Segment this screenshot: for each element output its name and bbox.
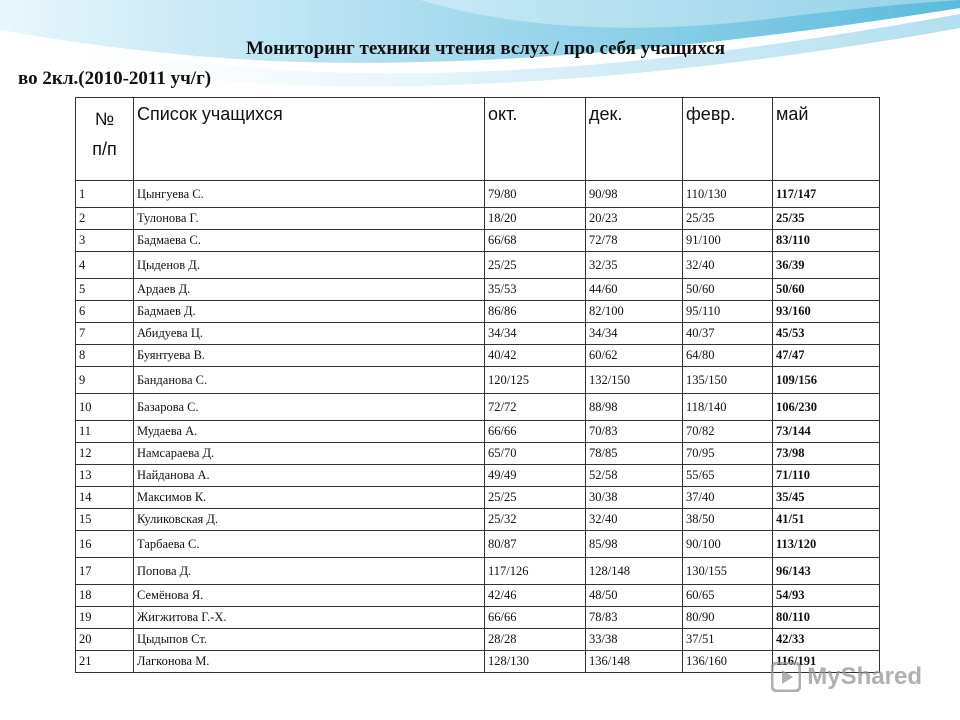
cell-december: 60/62 xyxy=(586,345,683,367)
cell-february: 95/110 xyxy=(683,301,773,323)
cell-february: 118/140 xyxy=(683,394,773,421)
cell-may: 73/144 xyxy=(773,421,880,443)
cell-student-name: Ардаев Д. xyxy=(134,279,485,301)
cell-may: 109/156 xyxy=(773,367,880,394)
cell-may: 41/51 xyxy=(773,509,880,531)
table-row xyxy=(76,509,880,531)
cell-number: 21 xyxy=(76,651,134,673)
table-row xyxy=(76,465,880,487)
cell-february: 55/65 xyxy=(683,465,773,487)
cell-number: 7 xyxy=(76,323,134,345)
table-row xyxy=(76,394,880,421)
table-row xyxy=(76,367,880,394)
cell-december: 72/78 xyxy=(586,230,683,252)
table-row xyxy=(76,181,880,208)
cell-may: 36/39 xyxy=(773,252,880,279)
watermark-text: MyShared xyxy=(807,663,922,690)
cell-october: 25/25 xyxy=(485,252,586,279)
cell-february: 37/40 xyxy=(683,487,773,509)
cell-february: 64/80 xyxy=(683,345,773,367)
cell-february: 110/130 xyxy=(683,181,773,208)
cell-october: 117/126 xyxy=(485,558,586,585)
cell-december: 48/50 xyxy=(586,585,683,607)
cell-february: 130/155 xyxy=(683,558,773,585)
cell-student-name: Бадмаев Д. xyxy=(134,301,485,323)
cell-student-name: Намсараева Д. xyxy=(134,443,485,465)
cell-student-name: Максимов К. xyxy=(134,487,485,509)
cell-number: 6 xyxy=(76,301,134,323)
cell-number: 13 xyxy=(76,465,134,487)
cell-student-name: Жигжитова Г.-Х. xyxy=(134,607,485,629)
cell-number: 8 xyxy=(76,345,134,367)
cell-may: 47/47 xyxy=(773,345,880,367)
cell-february: 70/95 xyxy=(683,443,773,465)
table-row xyxy=(76,252,880,279)
cell-december: 44/60 xyxy=(586,279,683,301)
cell-number: 10 xyxy=(76,394,134,421)
cell-student-name: Мудаева А. xyxy=(134,421,485,443)
cell-student-name: Цыдыпов Ст. xyxy=(134,629,485,651)
cell-may: 45/53 xyxy=(773,323,880,345)
cell-student-name: Куликовская Д. xyxy=(134,509,485,531)
cell-october: 120/125 xyxy=(485,367,586,394)
cell-december: 82/100 xyxy=(586,301,683,323)
cell-number: 5 xyxy=(76,279,134,301)
cell-october: 128/130 xyxy=(485,651,586,673)
table-row xyxy=(76,345,880,367)
cell-december: 34/34 xyxy=(586,323,683,345)
cell-student-name: Бадмаева С. xyxy=(134,230,485,252)
cell-october: 42/46 xyxy=(485,585,586,607)
table-row xyxy=(76,629,880,651)
cell-student-name: Буянтуева В. xyxy=(134,345,485,367)
cell-student-name: Абидуева Ц. xyxy=(134,323,485,345)
cell-december: 32/40 xyxy=(586,509,683,531)
cell-number: 4 xyxy=(76,252,134,279)
cell-december: 128/148 xyxy=(586,558,683,585)
cell-december: 85/98 xyxy=(586,531,683,558)
cell-december: 78/83 xyxy=(586,607,683,629)
cell-number: 2 xyxy=(76,208,134,230)
cell-number: 18 xyxy=(76,585,134,607)
cell-student-name: Найданова А. xyxy=(134,465,485,487)
cell-student-name: Цынгуева С. xyxy=(134,181,485,208)
cell-may: 113/120 xyxy=(773,531,880,558)
cell-student-name: Лагконова М. xyxy=(134,651,485,673)
cell-february: 70/82 xyxy=(683,421,773,443)
column-header-number xyxy=(76,98,134,181)
cell-student-name: Тарбаева С. xyxy=(134,531,485,558)
cell-february: 32/40 xyxy=(683,252,773,279)
cell-december: 70/83 xyxy=(586,421,683,443)
cell-may: 116/191 xyxy=(773,651,880,673)
cell-february: 40/37 xyxy=(683,323,773,345)
page-title: Мониторинг техники чтения вслух / про себя учащихся xyxy=(246,38,725,59)
table-row xyxy=(76,323,880,345)
cell-may: 93/160 xyxy=(773,301,880,323)
cell-student-name: Семёнова Я. xyxy=(134,585,485,607)
cell-may: 106/230 xyxy=(773,394,880,421)
cell-february: 91/100 xyxy=(683,230,773,252)
cell-december: 20/23 xyxy=(586,208,683,230)
cell-october: 18/20 xyxy=(485,208,586,230)
cell-december: 30/38 xyxy=(586,487,683,509)
cell-october: 65/70 xyxy=(485,443,586,465)
table-header-row xyxy=(76,98,880,181)
number-sign-label: № xyxy=(94,109,115,129)
cell-may: 83/110 xyxy=(773,230,880,252)
cell-october: 40/42 xyxy=(485,345,586,367)
cell-october: 80/87 xyxy=(485,531,586,558)
cell-may: 42/33 xyxy=(773,629,880,651)
cell-december: 52/58 xyxy=(586,465,683,487)
cell-may: 54/93 xyxy=(773,585,880,607)
cell-december: 32/35 xyxy=(586,252,683,279)
cell-student-name: Базарова С. xyxy=(134,394,485,421)
column-header-student-list: Список учащихся xyxy=(134,98,485,181)
cell-october: 66/66 xyxy=(485,607,586,629)
cell-number: 17 xyxy=(76,558,134,585)
cell-may: 80/110 xyxy=(773,607,880,629)
cell-february: 135/150 xyxy=(683,367,773,394)
cell-february: 60/65 xyxy=(683,585,773,607)
table-row xyxy=(76,279,880,301)
table-row xyxy=(76,230,880,252)
cell-december: 78/85 xyxy=(586,443,683,465)
column-header-may: май xyxy=(773,98,880,181)
cell-december: 88/98 xyxy=(586,394,683,421)
cell-may: 73/98 xyxy=(773,443,880,465)
table-row xyxy=(76,421,880,443)
cell-number: 1 xyxy=(76,181,134,208)
cell-number: 20 xyxy=(76,629,134,651)
reading-monitoring-table xyxy=(75,97,880,673)
play-icon xyxy=(771,662,801,692)
cell-number: 15 xyxy=(76,509,134,531)
cell-may: 50/60 xyxy=(773,279,880,301)
cell-may: 96/143 xyxy=(773,558,880,585)
cell-october: 72/72 xyxy=(485,394,586,421)
cell-number: 19 xyxy=(76,607,134,629)
column-header-february: февр. xyxy=(683,98,773,181)
cell-december: 33/38 xyxy=(586,629,683,651)
cell-october: 79/80 xyxy=(485,181,586,208)
table-row xyxy=(76,208,880,230)
cell-february: 80/90 xyxy=(683,607,773,629)
number-abbrev-label: п/п xyxy=(92,139,117,159)
column-header-december: дек. xyxy=(586,98,683,181)
cell-february: 136/160 xyxy=(683,651,773,673)
cell-number: 12 xyxy=(76,443,134,465)
cell-number: 11 xyxy=(76,421,134,443)
table-row xyxy=(76,558,880,585)
cell-october: 25/32 xyxy=(485,509,586,531)
cell-february: 90/100 xyxy=(683,531,773,558)
table-row xyxy=(76,443,880,465)
cell-number: 3 xyxy=(76,230,134,252)
cell-december: 136/148 xyxy=(586,651,683,673)
cell-may: 71/110 xyxy=(773,465,880,487)
table-row xyxy=(76,607,880,629)
cell-october: 34/34 xyxy=(485,323,586,345)
cell-october: 35/53 xyxy=(485,279,586,301)
cell-october: 66/68 xyxy=(485,230,586,252)
cell-december: 90/98 xyxy=(586,181,683,208)
cell-number: 16 xyxy=(76,531,134,558)
cell-february: 50/60 xyxy=(683,279,773,301)
column-header-october: окт. xyxy=(485,98,586,181)
table-row xyxy=(76,585,880,607)
cell-student-name: Банданова С. xyxy=(134,367,485,394)
table-row xyxy=(76,487,880,509)
cell-student-name: Попова Д. xyxy=(134,558,485,585)
cell-october: 66/66 xyxy=(485,421,586,443)
table-row xyxy=(76,301,880,323)
cell-may: 35/45 xyxy=(773,487,880,509)
cell-may: 25/35 xyxy=(773,208,880,230)
cell-february: 38/50 xyxy=(683,509,773,531)
page-subtitle: во 2кл.(2010-2011 уч/г) xyxy=(18,68,212,89)
cell-february: 37/51 xyxy=(683,629,773,651)
cell-number: 9 xyxy=(76,367,134,394)
cell-may: 117/147 xyxy=(773,181,880,208)
cell-number: 14 xyxy=(76,487,134,509)
cell-october: 28/28 xyxy=(485,629,586,651)
watermark xyxy=(771,662,922,692)
cell-february: 25/35 xyxy=(683,208,773,230)
cell-october: 86/86 xyxy=(485,301,586,323)
cell-student-name: Цыденов Д. xyxy=(134,252,485,279)
cell-december: 132/150 xyxy=(586,367,683,394)
table-row xyxy=(76,651,880,673)
cell-student-name: Тулонова Г. xyxy=(134,208,485,230)
cell-october: 25/25 xyxy=(485,487,586,509)
table-row xyxy=(76,531,880,558)
cell-october: 49/49 xyxy=(485,465,586,487)
